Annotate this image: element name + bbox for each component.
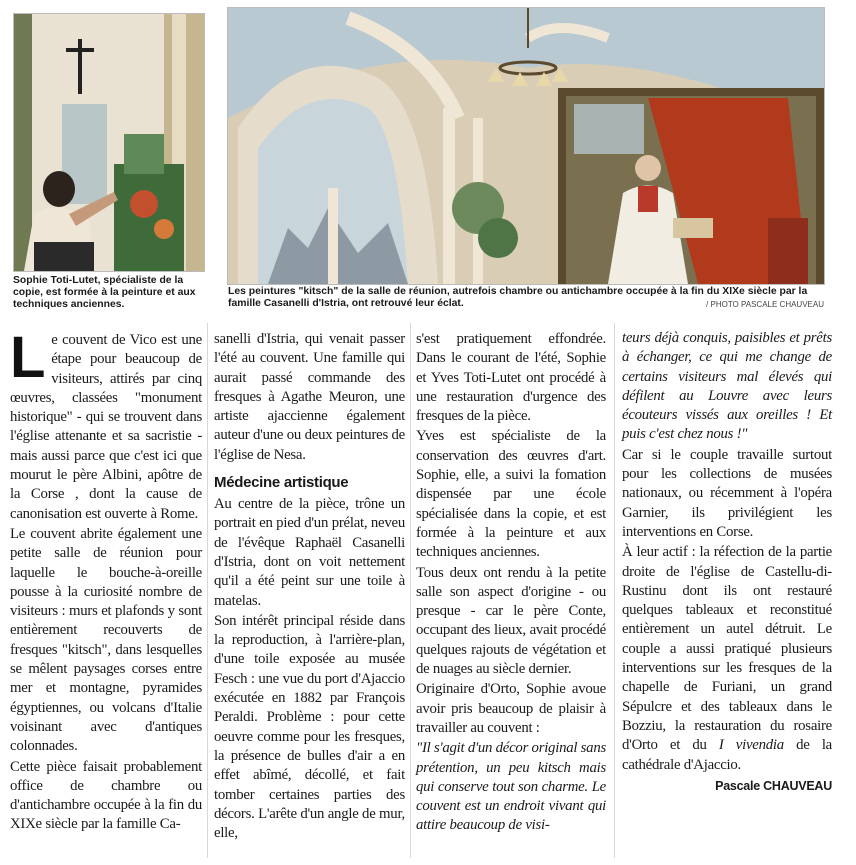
paragraph: Car si le couple travaille surtout pour les collections de musées nationaux, ou récemment à l'opéra Garnier, ils privilégient les interventions en Corse. — [622, 446, 832, 540]
quote: teurs déjà conquis, paisibles et prêts à échanger, ce qui me change de certains visiteurs mal élevés qui défilent au Louvre avec leurs écouteurs vissés aux oreilles ! Et puis c'est chez nous !" — [622, 330, 832, 443]
paragraph-text: À leur actif : la réfection de la partie droite de l'église de Castellu-di-Rustinu dont ils ont restauré quelques tableaux et reconstitué entièrement un autel détruit. Le couple a aussi pratiqué plusieurs interventions sur les fresques de la chapelle de Furiani, un grand Sépulcre et des tableaux dans le Bozziu, la restauration du rosaire d'Orto et du — [622, 544, 832, 754]
photo-caption-right: Les peintures "kitsch" de la salle de réunion, autrefois chambre ou antichambre occupée à la fin du XIXe siècle par la famille Casanelli d'Istria, ont retrouvé leur éclat. — [228, 286, 808, 309]
article-column-2 — [214, 330, 405, 843]
paragraph-text: de la cathédrale d'Ajaccio. — [622, 737, 832, 773]
section-subheading: Médecine artistique — [214, 474, 349, 492]
paragraph: Cette pièce faisait probablement office de chambre ou d'antichambre occupée à la fin du XIXe siècle par la famille Ca- — [10, 758, 202, 833]
article-column-1 — [10, 325, 202, 835]
column-divider — [614, 323, 615, 858]
paragraph: Originaire d'Orto, Sophie avoue avoir pris beaucoup de plaisir à travailler au couvent : — [416, 681, 606, 736]
article-column-4 — [622, 329, 832, 796]
photo-caption-left: Sophie Toti-Lutet, spécialiste de la copie, est formée à la peinture et aux techniques anciennes. — [13, 275, 196, 310]
photo-restorer-painting — [13, 13, 205, 272]
paragraph-text: e couvent de Vico est une étape pour beaucoup de visiteurs, attirés par cinq œuvres, classées "monument historique" - qui se trouvent dans l'église attenante et sa sacristie - mais aussi parce que c'est ici que mourut le père Albini, apôtre de la Corse , dont la cause de canonisation est ouverte à Rome. — [10, 332, 202, 522]
italic-term: I vivendia — [718, 737, 784, 754]
paragraph: Tous deux ont rendu à la petite salle son aspect d'origine - ou presque - car le père Conte, occupant des lieux, avait procédé quelques rajouts de végétation et de nuages au siècle dernier. — [416, 564, 606, 678]
drop-cap: L — [10, 325, 46, 390]
column-divider — [410, 323, 411, 858]
paragraph: Son intérêt principal réside dans la reproduction, à l'arrière-plan, d'une toile exposée au musée Fesch : une vue du port d'Ajaccio exécutée en 1882 par François Peraldi. Problème : pour cette oeuvre comme pour les fresques, la présence de bulles d'air a en effet abîmé, décollé, et fait tomber certaines parties des décors. L'arête d'un angle de mur, elle, — [214, 612, 405, 842]
paragraph: sanelli d'Istria, qui venait passer l'été au couvent. Une famille qui aurait passé commande des fresques à Agathe Meuron, une artiste ajaccienne également auteur d'une ou deux peintures de l'église de Nesa. — [214, 331, 405, 463]
paragraph — [10, 325, 202, 524]
paragraph: Au centre de la pièce, trône un portrait en pied d'un prélat, neveu de l'évêque Raphaël Casanelli d'Istria, dont on voit nettement qu'il a été peint sur une toile à matelas. — [214, 496, 405, 609]
paragraph: Yves est spécialiste de la conservation des œuvres d'art. Sophie, elle, a suivi la fomation dispensée par une école spécialisée dans la copie, et est formée à la peinture et aux techniques anciennes. — [416, 428, 606, 561]
paragraph: s'est pratiquement effondrée. Dans le courant de l'été, Sophie et Yves Toti-Lutet ont procédé à une restauration d'urgence des fresques de la pièce. — [416, 331, 606, 425]
column-divider — [207, 323, 208, 858]
photo-credit: / PHOTO PASCALE CHAUVEAU — [706, 300, 824, 309]
paragraph — [622, 543, 832, 775]
article-column-3 — [416, 330, 606, 836]
author-signature: Pascale CHAUVEAU — [715, 778, 832, 793]
paragraph: Le couvent abrite également une petite salle de réunion pour laquelle le bouche-à-oreille pousse à la curiosité nombre de visiteurs : murs et plafonds y sont entièrement recouverts de fresques "kitsch", dans lesquelles se mêlent paysages corses entre mer et montagne, pyramides égyptiennes, ou volcans d'Italie voisinant avec d'antiques colonnades. — [10, 525, 202, 755]
quote: "Il s'agit d'un décor original sans prétention, un peu kitsch mais qui conserve tout son charme. Le couvent est un endroit vivant qui attire beaucoup de visi- — [416, 740, 606, 834]
photo-kitsch-frescoes — [227, 7, 825, 285]
